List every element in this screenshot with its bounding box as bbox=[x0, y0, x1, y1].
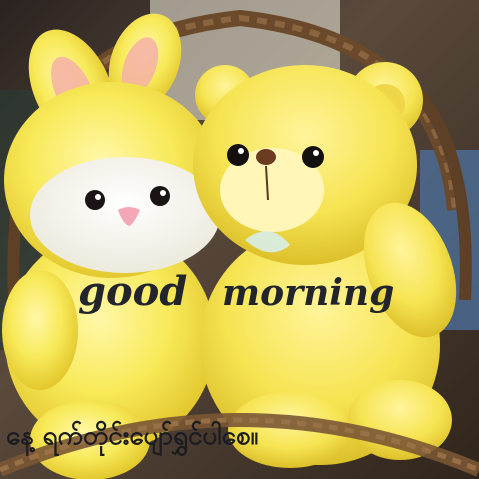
blessing-text: နေ့ ရက်တိုင်းပျော်ရွှင်ပါစေ။ bbox=[6, 421, 259, 451]
greeting-word-good: good bbox=[78, 268, 188, 315]
greeting-word-morning: morning bbox=[222, 272, 395, 314]
